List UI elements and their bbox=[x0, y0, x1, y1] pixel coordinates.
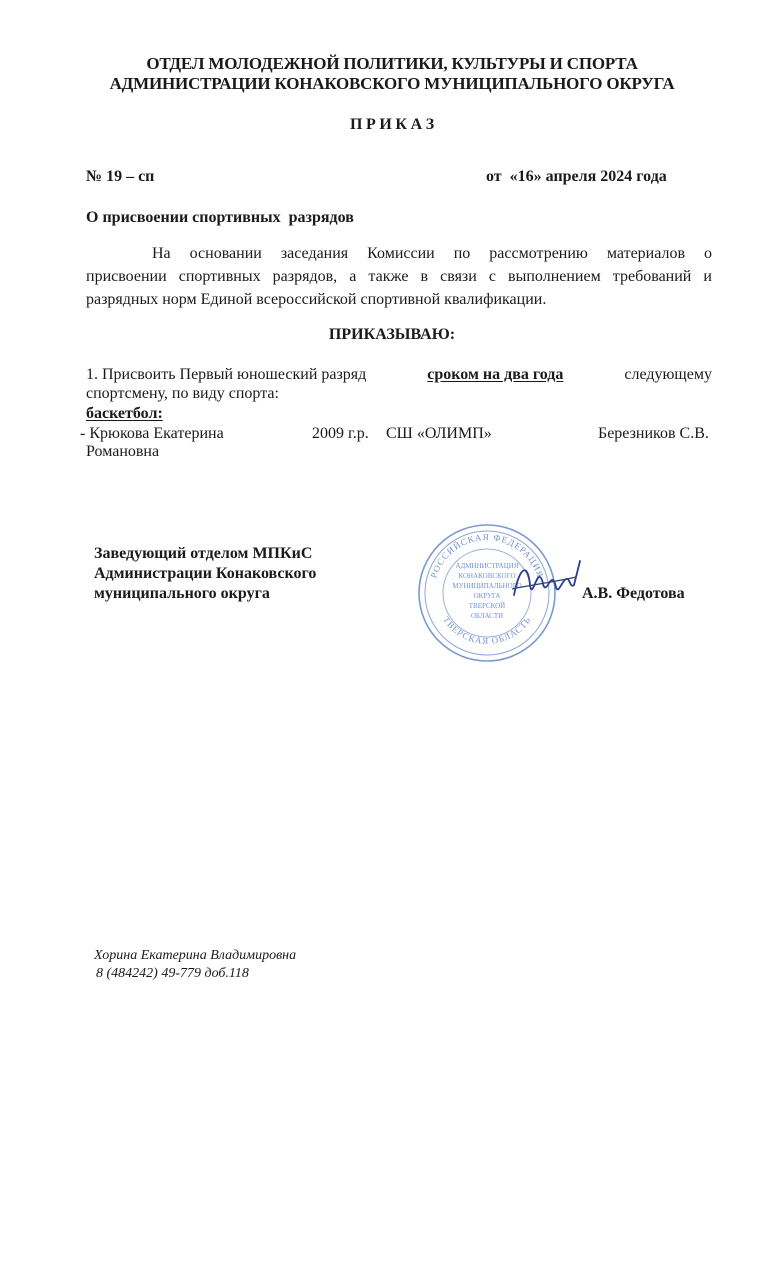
sport-label: баскетбол: bbox=[86, 405, 163, 422]
header-line-2: АДМИНИСТРАЦИИ КОНАКОВСКОГО МУНИЦИПАЛЬНОГО ОКРУГА bbox=[109, 74, 675, 93]
preamble-line-3: разрядных норм Единой всероссийской спортивной квалификации. bbox=[86, 291, 547, 308]
signer-position-line-2: Администрации Конаковского bbox=[94, 565, 317, 582]
stamp-inner-2: КОНАКОВСКОГО bbox=[458, 572, 516, 580]
stamp-inner-6: ОБЛАСТИ bbox=[470, 612, 504, 620]
item-1-line-2: спортсмену, по виду спорта: bbox=[86, 385, 279, 402]
order-number: № 19 – сп bbox=[86, 168, 155, 185]
signer-name: А.В. Федотова bbox=[582, 585, 685, 602]
stamp-inner-1: АДМИНИСТРАЦИЯ bbox=[455, 562, 519, 570]
athlete-school: СШ «ОЛИМП» bbox=[386, 425, 492, 442]
order-date: от «16» апреля 2024 года bbox=[486, 168, 667, 185]
signer-position-line-3: муниципального округа bbox=[94, 585, 270, 602]
stamp-inner-5: ТВЕРСКОЙ bbox=[468, 602, 506, 610]
preamble-line-2: присвоении спортивных разрядов, а также в связи с выполнением требований и bbox=[86, 268, 712, 285]
sport-name bbox=[86, 405, 163, 423]
stamp-outer-bottom: ТВЕРСКАЯ ОБЛАСТЬ bbox=[441, 614, 533, 646]
signature-scribble bbox=[510, 555, 582, 605]
contact-phone: 8 (484242) 49-779 доб.118 bbox=[96, 966, 249, 981]
athlete-name-line-2: Романовна bbox=[86, 443, 160, 460]
stamp-inner-4: ОКРУГА bbox=[473, 592, 501, 600]
contact-name: Хорина Екатерина Владимировна bbox=[94, 948, 297, 963]
item-1-line-1 bbox=[86, 366, 712, 384]
item-1-suffix: следующему bbox=[624, 366, 712, 383]
order-heading: ПРИКАЗЫВАЮ: bbox=[328, 326, 456, 343]
stamp-inner-3: МУНИЦИПАЛЬНОГО bbox=[452, 582, 522, 590]
signer-position-line-1: Заведующий отделом МПКиС bbox=[94, 545, 313, 562]
athlete-coach: Березников С.В. bbox=[598, 425, 709, 442]
stamp-outer-top: РОССИЙСКАЯ ФЕДЕРАЦИЯ bbox=[428, 531, 546, 580]
athlete-name: - Крюкова Екатерина bbox=[80, 425, 224, 442]
item-1-prefix: 1. Присвоить Первый юношеский разряд bbox=[86, 366, 367, 383]
order-subject: О присвоении спортивных разрядов bbox=[86, 209, 354, 226]
preamble-line-1: На основании заседания Комиссии по рассмотрению материалов о bbox=[152, 245, 712, 262]
document-type: П Р И К А З bbox=[349, 116, 435, 133]
item-1-emphasis: сроком на два года bbox=[427, 366, 564, 383]
header-line-1: ОТДЕЛ МОЛОДЕЖНОЙ ПОЛИТИКИ, КУЛЬТУРЫ И СПОРТА bbox=[146, 54, 638, 73]
athlete-birth-year: 2009 г.р. bbox=[312, 425, 369, 442]
